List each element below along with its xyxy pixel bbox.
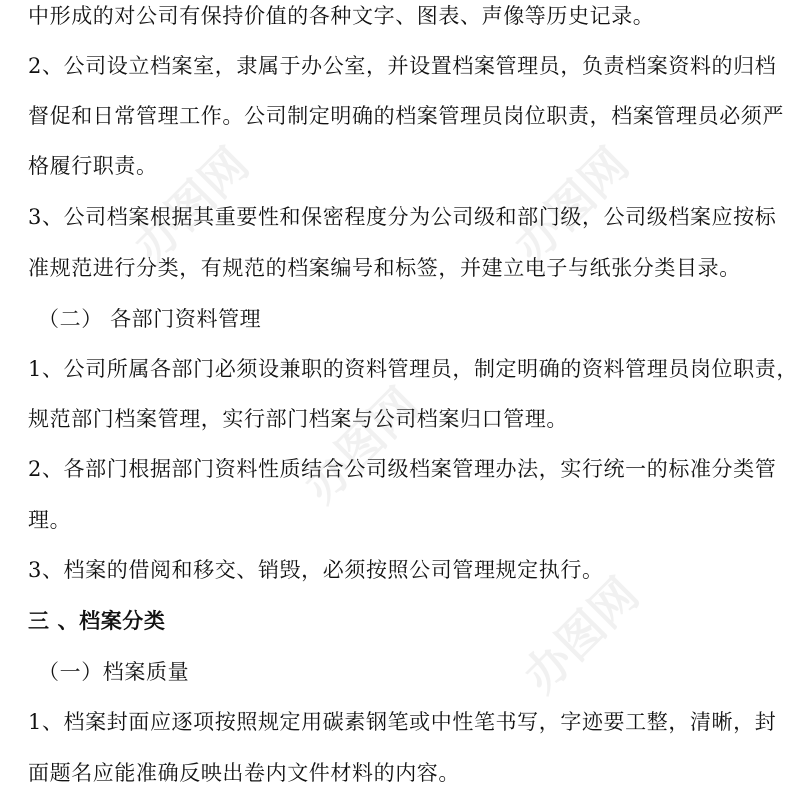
paragraph-line: 1、公司所属各部门必须设兼职的资料管理员，制定明确的资料管理员岗位职责， [28,357,798,381]
watermark: 办图网 [293,377,430,514]
paragraph-line: 2、各部门根据部门资料性质结合公司级档案管理办法，实行统一的标准分类管 [28,457,777,481]
section-heading: 三 、档案分类 [28,609,166,633]
watermark: 办图网 [513,567,650,704]
paragraph-line: 2、公司设立档案室，隶属于办公室，并设置档案管理员，负责档案资料的归档 [28,54,777,78]
paragraph-line: 中形成的对公司有保持价值的各种文字、图表、声像等历史记录。 [28,4,655,28]
watermark: 办图网 [123,137,260,274]
section-subheading: （二） 各部门资料管理 [38,307,262,331]
watermark: 办图网 [503,137,640,274]
paragraph-line: 3、公司档案根据其重要性和保密程度分为公司级和部门级，公司级档案应按标 [28,205,777,229]
paragraph-line: 1、档案封面应逐项按照规定用碳素钢笔或中性笔书写，字迹要工整，清晰，封 [28,710,777,734]
paragraph-line: 规范部门档案管理，实行部门档案与公司档案归口管理。 [28,407,568,431]
paragraph-line: 准规范进行分类，有规范的档案编号和标签，并建立电子与纸张分类目录。 [28,256,741,280]
paragraph-line: 格履行职责。 [28,154,158,178]
paragraph-line: 督促和日常管理工作。公司制定明确的档案管理员岗位职责，档案管理员必须严 [28,104,784,128]
paragraph-line: 3、档案的借阅和移交、销毁，必须按照公司管理规定执行。 [28,558,604,582]
paragraph-line: 面题名应能准确反映出卷内文件材料的内容。 [28,761,460,785]
paragraph-line: 理。 [28,508,72,532]
section-subheading: （一）档案质量 [38,660,190,684]
